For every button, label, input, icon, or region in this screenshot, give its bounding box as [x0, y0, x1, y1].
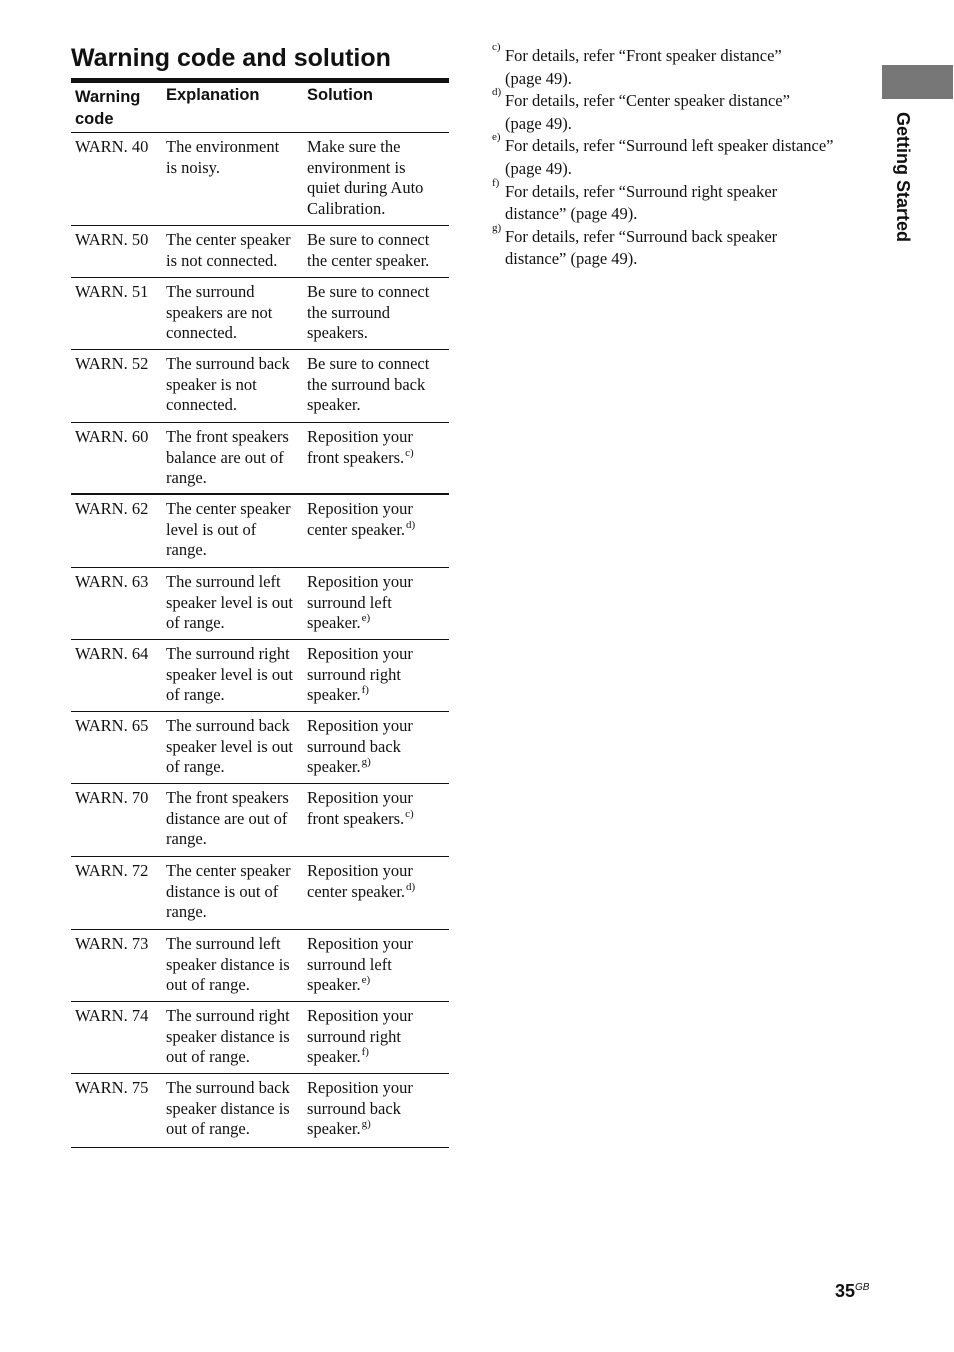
solution-text: Make sure the [307, 137, 401, 156]
page-number [835, 1281, 869, 1302]
table-header [71, 83, 449, 133]
solution-cell [307, 137, 449, 225]
solution-line [307, 199, 447, 220]
explanation-line: The center speaker [166, 230, 291, 249]
explanation-line: The surround right [166, 1006, 290, 1025]
solution-line [307, 955, 447, 976]
warning-code-cell: WARN. 70 [75, 788, 149, 807]
solution-cell [307, 1078, 449, 1147]
table-row [71, 495, 449, 568]
explanation-line: is not connected. [166, 250, 278, 270]
table-body [71, 133, 449, 1148]
table-row [71, 423, 449, 495]
warning-code-cell: WARN. 72 [75, 861, 149, 880]
explanation-line: speaker level is out [166, 592, 293, 612]
solution-text: center speaker. [307, 519, 406, 539]
explanation-line: out of range. [166, 1047, 250, 1067]
explanation-line: speaker distance is [166, 954, 290, 974]
solution-line [307, 303, 447, 324]
solution-text: Reposition your [307, 1006, 413, 1025]
warning-code-cell: WARN. 40 [75, 137, 149, 156]
footnote [492, 221, 872, 271]
explanation-line: The surround right [166, 644, 290, 663]
footnote-line: For details, refer “Surround left speaker distance” [505, 136, 834, 156]
explanation-line: speaker is not [166, 374, 257, 394]
solution-line [307, 230, 447, 251]
explanation-line: distance are out of [166, 808, 288, 828]
explanation-line: out of range. [166, 975, 250, 995]
header-code-line2: code [75, 110, 114, 128]
solution-text: surround left [307, 592, 392, 612]
footnote-line: (page 49). [505, 113, 572, 133]
explanation-line: connected. [166, 395, 238, 415]
explanation-line: The center speaker [166, 499, 291, 518]
solution-line [307, 882, 447, 903]
explanation-cell [166, 427, 307, 493]
solution-text: quiet during Auto [307, 178, 424, 198]
warning-code-cell: WARN. 73 [75, 934, 149, 953]
warning-code-cell: WARN. 62 [75, 499, 149, 518]
solution-text: center speaker. [307, 881, 406, 901]
table-row [71, 712, 449, 784]
solution-line [307, 1119, 447, 1140]
solution-line [307, 593, 447, 614]
solution-text: Reposition your [307, 644, 413, 663]
solution-text: Reposition your [307, 934, 413, 953]
header-warning-code [71, 83, 166, 132]
explanation-line: speaker distance is [166, 1098, 290, 1118]
explanation-cell [166, 572, 307, 639]
section-tab-marker [882, 65, 953, 99]
explanation-line: The front speakers [166, 427, 289, 446]
solution-text: Reposition your [307, 572, 413, 591]
footnote-mark: c) [492, 41, 501, 53]
solution-line [307, 613, 447, 634]
solution-line [307, 158, 447, 179]
explanation-line: out of range. [166, 1119, 250, 1139]
solution-text: the center speaker. [307, 250, 430, 270]
warning-code-cell: WARN. 63 [75, 572, 149, 591]
header-solution: Solution [307, 86, 373, 104]
solution-line [307, 282, 447, 303]
explanation-cell [166, 788, 307, 856]
solution-text: speaker. [307, 975, 361, 995]
solution-line [307, 644, 447, 665]
explanation-cell [166, 644, 307, 711]
solution-cell [307, 788, 449, 856]
explanation-line: The surround left [166, 572, 281, 591]
solution-text: Calibration. [307, 199, 386, 219]
explanation-cell [166, 861, 307, 929]
solution-line [307, 1006, 447, 1027]
solution-line [307, 737, 447, 758]
explanation-line: speaker distance is [166, 1026, 290, 1046]
explanation-line: connected. [166, 323, 238, 343]
footnote [492, 41, 872, 90]
footnote-line: distance” (page 49). [505, 249, 638, 269]
explanation-line: The front speakers [166, 788, 289, 807]
warning-code-cell: WARN. 74 [75, 1006, 149, 1025]
explanation-line: speaker level is out [166, 736, 293, 756]
footnote-mark: f) [492, 176, 500, 189]
explanation-cell [166, 354, 307, 422]
solution-text: speaker. [307, 685, 361, 705]
warning-code-cell: WARN. 64 [75, 644, 149, 663]
explanation-line: is noisy. [166, 157, 220, 177]
solution-cell [307, 1006, 449, 1073]
table-row [71, 784, 449, 857]
explanation-cell [166, 1006, 307, 1073]
solution-line [307, 499, 447, 520]
solution-text: speaker. [307, 395, 361, 415]
table-row [71, 568, 449, 640]
section-label: Getting Started [893, 112, 913, 243]
solution-text: surround back [307, 736, 401, 756]
solution-line [307, 861, 447, 882]
page-number-suffix: GB [855, 1282, 870, 1293]
footnote-reference: f) [361, 1046, 369, 1059]
warning-table [71, 83, 449, 1148]
footnote-line: (page 49). [505, 158, 572, 178]
solution-line [307, 520, 447, 541]
header-code-line1: Warning [75, 88, 141, 106]
footnotes [492, 41, 872, 271]
warning-code-cell: WARN. 65 [75, 716, 149, 735]
table-row [71, 1074, 449, 1148]
solution-line [307, 395, 447, 416]
solution-text: Reposition your [307, 499, 413, 518]
solution-line [307, 1078, 447, 1099]
solution-line [307, 788, 447, 809]
solution-line [307, 354, 447, 375]
explanation-line: The surround back [166, 354, 290, 373]
explanation-line: of range. [166, 613, 225, 633]
solution-text: surround back [307, 1098, 401, 1118]
solution-line [307, 934, 447, 955]
table-row [71, 930, 449, 1002]
explanation-line: The surround left [166, 934, 281, 953]
solution-text: front speakers. [307, 808, 405, 828]
solution-text: surround right [307, 1026, 401, 1046]
explanation-cell [166, 716, 307, 783]
explanation-line: The surround [166, 282, 255, 301]
solution-text: environment is [307, 157, 406, 177]
solution-text: speaker. [307, 1119, 361, 1139]
explanation-cell [166, 1078, 307, 1147]
solution-cell [307, 282, 449, 349]
footnote-mark: g) [492, 221, 502, 234]
footnote-line: For details, refer “Front speaker distance” [505, 46, 782, 65]
table-row [71, 1002, 449, 1074]
solution-text: Reposition your [307, 716, 413, 735]
explanation-line: of range. [166, 757, 225, 777]
footnote-reference: c) [405, 807, 414, 820]
footnote-reference: f) [361, 684, 369, 697]
explanation-line: level is out of [166, 519, 257, 539]
solution-cell [307, 716, 449, 783]
solution-cell [307, 934, 449, 1001]
solution-cell [307, 572, 449, 639]
solution-text: speaker. [307, 613, 361, 633]
footnote-reference: d) [406, 880, 416, 893]
explanation-cell [166, 230, 307, 277]
footnote-line: For details, refer “Surround back speaker [505, 226, 778, 246]
footnote [492, 86, 872, 135]
solution-line [307, 1099, 447, 1120]
footnote-reference: d) [406, 518, 416, 531]
warning-code-cell: WARN. 51 [75, 282, 149, 301]
warning-code-cell: WARN. 52 [75, 354, 149, 373]
solution-cell [307, 499, 449, 567]
explanation-cell [166, 137, 307, 225]
solution-line [307, 665, 447, 686]
explanation-line: range. [166, 468, 207, 488]
solution-text: Reposition your [307, 788, 413, 807]
explanation-cell [166, 282, 307, 349]
table-row [71, 278, 449, 350]
header-explanation: Explanation [166, 86, 260, 104]
explanation-line: range. [166, 540, 207, 560]
explanation-line: distance is out of [166, 881, 279, 901]
solution-line [307, 427, 447, 448]
explanation-line: range. [166, 902, 207, 922]
solution-line [307, 178, 447, 199]
solution-text: speaker. [307, 757, 361, 777]
explanation-line: speakers are not [166, 302, 273, 322]
footnote-reference: e) [361, 612, 371, 625]
warning-code-cell: WARN. 60 [75, 427, 149, 446]
explanation-line: The center speaker [166, 861, 291, 880]
footnote-mark: e) [492, 131, 501, 144]
footnote-line: distance” (page 49). [505, 204, 638, 224]
solution-line [307, 685, 447, 706]
solution-text: the surround back [307, 374, 426, 394]
solution-text: Reposition your [307, 861, 413, 880]
solution-text: Reposition your [307, 427, 413, 446]
explanation-line: The environment [166, 137, 280, 156]
footnote-reference: e) [361, 974, 371, 987]
solution-cell [307, 861, 449, 929]
footnote-reference: g) [361, 1118, 371, 1131]
solution-line [307, 572, 447, 593]
footnote-line: For details, refer “Surround right speaker [505, 181, 778, 201]
explanation-line: The surround back [166, 716, 290, 735]
footnote-reference: c) [405, 446, 414, 459]
solution-line [307, 137, 447, 158]
explanation-line: of range. [166, 685, 225, 705]
solution-text: front speakers. [307, 447, 405, 467]
solution-line [307, 975, 447, 996]
solution-text: Reposition your [307, 1078, 413, 1097]
warning-code-cell: WARN. 75 [75, 1078, 149, 1097]
solution-text: the surround [307, 302, 390, 322]
solution-line [307, 809, 447, 830]
footnote-line: (page 49). [505, 68, 572, 88]
solution-text: Be sure to connect [307, 354, 430, 373]
solution-cell [307, 230, 449, 277]
solution-line [307, 448, 447, 469]
table-row [71, 640, 449, 712]
explanation-line: balance are out of [166, 447, 284, 467]
solution-line [307, 251, 447, 272]
solution-cell [307, 354, 449, 422]
solution-line [307, 1047, 447, 1068]
solution-cell [307, 427, 449, 493]
solution-line [307, 323, 447, 344]
explanation-line: The surround back [166, 1078, 290, 1097]
table-row [71, 226, 449, 278]
explanation-cell [166, 499, 307, 567]
footnote [492, 131, 872, 180]
page-number-value: 35 [835, 1281, 856, 1301]
solution-text: speaker. [307, 1047, 361, 1067]
footnote-line: For details, refer “Center speaker distance” [505, 91, 790, 111]
footnote-reference: g) [361, 756, 371, 769]
solution-text: surround left [307, 954, 392, 974]
footnote-mark: d) [492, 86, 502, 99]
table-row [71, 350, 449, 423]
solution-line [307, 1027, 447, 1048]
solution-text: Be sure to connect [307, 230, 430, 249]
explanation-line: speaker level is out [166, 664, 293, 684]
solution-line [307, 716, 447, 737]
solution-text: surround right [307, 664, 401, 684]
solution-text: speakers. [307, 323, 368, 343]
table-row [71, 857, 449, 930]
solution-line [307, 375, 447, 396]
solution-cell [307, 644, 449, 711]
table-row [71, 133, 449, 226]
explanation-line: range. [166, 829, 207, 849]
footnote [492, 176, 872, 226]
page-heading: Warning code and solution [71, 44, 391, 72]
warning-code-cell: WARN. 50 [75, 230, 149, 249]
solution-text: Be sure to connect [307, 282, 430, 301]
explanation-cell [166, 934, 307, 1001]
solution-line [307, 757, 447, 778]
